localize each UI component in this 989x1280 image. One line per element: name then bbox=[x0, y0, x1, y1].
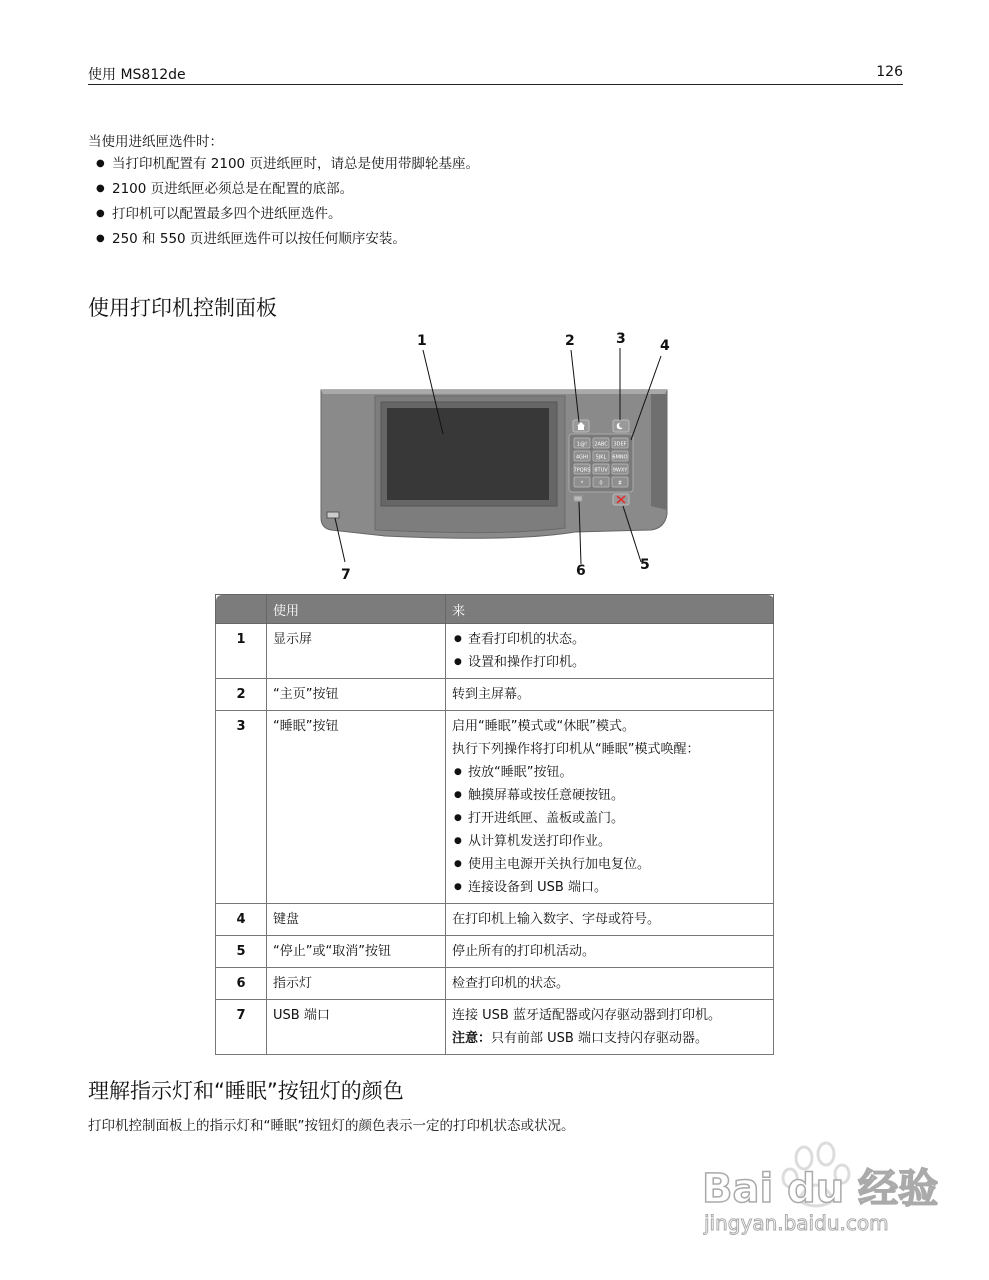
row-number: 7 bbox=[216, 1000, 267, 1055]
section-title-light-colors: 理解指示灯和“睡眠”按钮灯的颜色 bbox=[88, 1079, 404, 1103]
table-row bbox=[216, 679, 774, 711]
row-description: 转到主屏幕。 bbox=[446, 679, 774, 711]
list-item: ● 从计算机发送打印作业。 bbox=[452, 830, 767, 853]
home-button bbox=[573, 420, 589, 432]
page-number: 126 bbox=[876, 64, 903, 80]
callout-6: 6 bbox=[576, 563, 586, 579]
list-item: ● 查看打印机的状态。 bbox=[452, 628, 767, 651]
control-panel-illustration bbox=[315, 330, 685, 585]
table-row bbox=[216, 904, 774, 936]
keypad-key-label: 9WXY bbox=[612, 467, 628, 474]
list-item: ● 250 和 550 页进纸匣选件可以按任何顺序安装。 bbox=[96, 231, 479, 256]
note-label: 注意： bbox=[452, 1031, 492, 1046]
note bbox=[452, 1027, 767, 1050]
intro-text: 当使用进纸匣选件时： bbox=[88, 134, 223, 150]
list-item: ● 2100 页进纸匣必须总是在配置的底部。 bbox=[96, 181, 479, 206]
list-item: ● 设置和操作打印机。 bbox=[452, 651, 767, 674]
row-description bbox=[446, 624, 774, 679]
row-part: “主页”按钮 bbox=[267, 679, 446, 711]
row-part: USB 端口 bbox=[267, 1000, 446, 1055]
description-line: 连接 USB 蓝牙适配器或闪存驱动器到打印机。 bbox=[452, 1008, 721, 1023]
row-description bbox=[446, 1000, 774, 1055]
list-item: ● 打印机可以配置最多四个进纸匣选件。 bbox=[96, 206, 479, 231]
header-cell-part: 使用 bbox=[267, 595, 446, 624]
keypad-key-label: # bbox=[617, 480, 623, 487]
row-part: 显示屏 bbox=[267, 624, 446, 679]
indicator-light bbox=[574, 496, 582, 501]
row-part: 指示灯 bbox=[267, 968, 446, 1000]
keypad-key-label: 8TUV bbox=[594, 467, 608, 474]
keypad-key-label: 5JKL bbox=[595, 454, 607, 461]
header-cell-desc: 来 bbox=[446, 595, 774, 624]
row-number: 1 bbox=[216, 624, 267, 679]
table-row bbox=[216, 1000, 774, 1055]
row-number: 3 bbox=[216, 711, 267, 904]
display-screen bbox=[387, 408, 549, 500]
list-item: ● 按放“睡眠”按钮。 bbox=[452, 761, 767, 784]
row-description: 停止所有的打印机活动。 bbox=[446, 936, 774, 968]
row-part: “停止”或“取消”按钮 bbox=[267, 936, 446, 968]
list-item: ● 当打印机配置有 2100 页进纸匣时，请总是使用带脚轮基座。 bbox=[96, 156, 479, 181]
table-header-row bbox=[216, 595, 774, 624]
note-text: 只有前部 USB 端口支持闪存驱动器。 bbox=[491, 1031, 708, 1046]
sleep-button bbox=[613, 420, 629, 432]
keypad-key-label: 0 bbox=[599, 480, 603, 487]
callout-2: 2 bbox=[565, 333, 575, 349]
row-number: 4 bbox=[216, 904, 267, 936]
row-description bbox=[446, 711, 774, 904]
callout-5: 5 bbox=[640, 557, 650, 573]
control-panel-figure bbox=[315, 330, 685, 585]
row-number: 2 bbox=[216, 679, 267, 711]
page-header bbox=[88, 64, 903, 85]
table-row bbox=[216, 936, 774, 968]
row-description: 在打印机上输入数字、字母或符号。 bbox=[446, 904, 774, 936]
table-row bbox=[216, 711, 774, 904]
callout-3: 3 bbox=[616, 331, 626, 347]
watermark-brand: Bai du 经验 bbox=[702, 1166, 939, 1212]
callout-4: 4 bbox=[660, 338, 670, 354]
callout-7: 7 bbox=[341, 567, 351, 583]
header-cell-num bbox=[216, 595, 267, 624]
callout-1: 1 bbox=[417, 333, 427, 349]
keypad-key-label: 6MNO bbox=[612, 454, 628, 461]
keypad-key-label: * bbox=[580, 480, 584, 487]
row-part: 键盘 bbox=[267, 904, 446, 936]
keypad-key-label: 7PQRS bbox=[573, 467, 591, 474]
list-item: ● 连接设备到 USB 端口。 bbox=[452, 876, 767, 899]
keypad-key-label: 2ABC bbox=[594, 441, 608, 448]
watermark-url: jingyan.baidu.com bbox=[704, 1211, 889, 1235]
keypad-key-label: 1@! bbox=[576, 441, 588, 448]
section-title-control-panel: 使用打印机控制面板 bbox=[88, 296, 277, 320]
baidu-watermark bbox=[700, 1130, 940, 1240]
closing-paragraph: 打印机控制面板上的指示灯和“睡眠”按钮灯的颜色表示一定的打印机状态或状况。 bbox=[88, 1118, 575, 1134]
stop-cancel-button bbox=[613, 494, 629, 505]
row-description: 检查打印机的状态。 bbox=[446, 968, 774, 1000]
description-line: 执行下列操作将打印机从“睡眠”模式唤醒： bbox=[452, 742, 700, 757]
row-number: 6 bbox=[216, 968, 267, 1000]
list-item: ● 触摸屏幕或按任意硬按钮。 bbox=[452, 784, 767, 807]
keypad-key-label: 3DEF bbox=[613, 441, 627, 448]
usb-port bbox=[327, 512, 339, 518]
row-number: 5 bbox=[216, 936, 267, 968]
list-item: ● 打开进纸匣、盖板或盖门。 bbox=[452, 807, 767, 830]
table-row bbox=[216, 968, 774, 1000]
table-row bbox=[216, 624, 774, 679]
control-panel-table bbox=[215, 594, 774, 1055]
list-item: ● 使用主电源开关执行加电复位。 bbox=[452, 853, 767, 876]
row-part: “睡眠”按钮 bbox=[267, 711, 446, 904]
header-title: 使用 MS812de bbox=[88, 67, 186, 83]
bullet-list bbox=[96, 156, 479, 256]
keypad-key-label: 4GHI bbox=[575, 454, 589, 461]
description-line: 启用“睡眠”模式或“休眠”模式。 bbox=[452, 719, 635, 734]
